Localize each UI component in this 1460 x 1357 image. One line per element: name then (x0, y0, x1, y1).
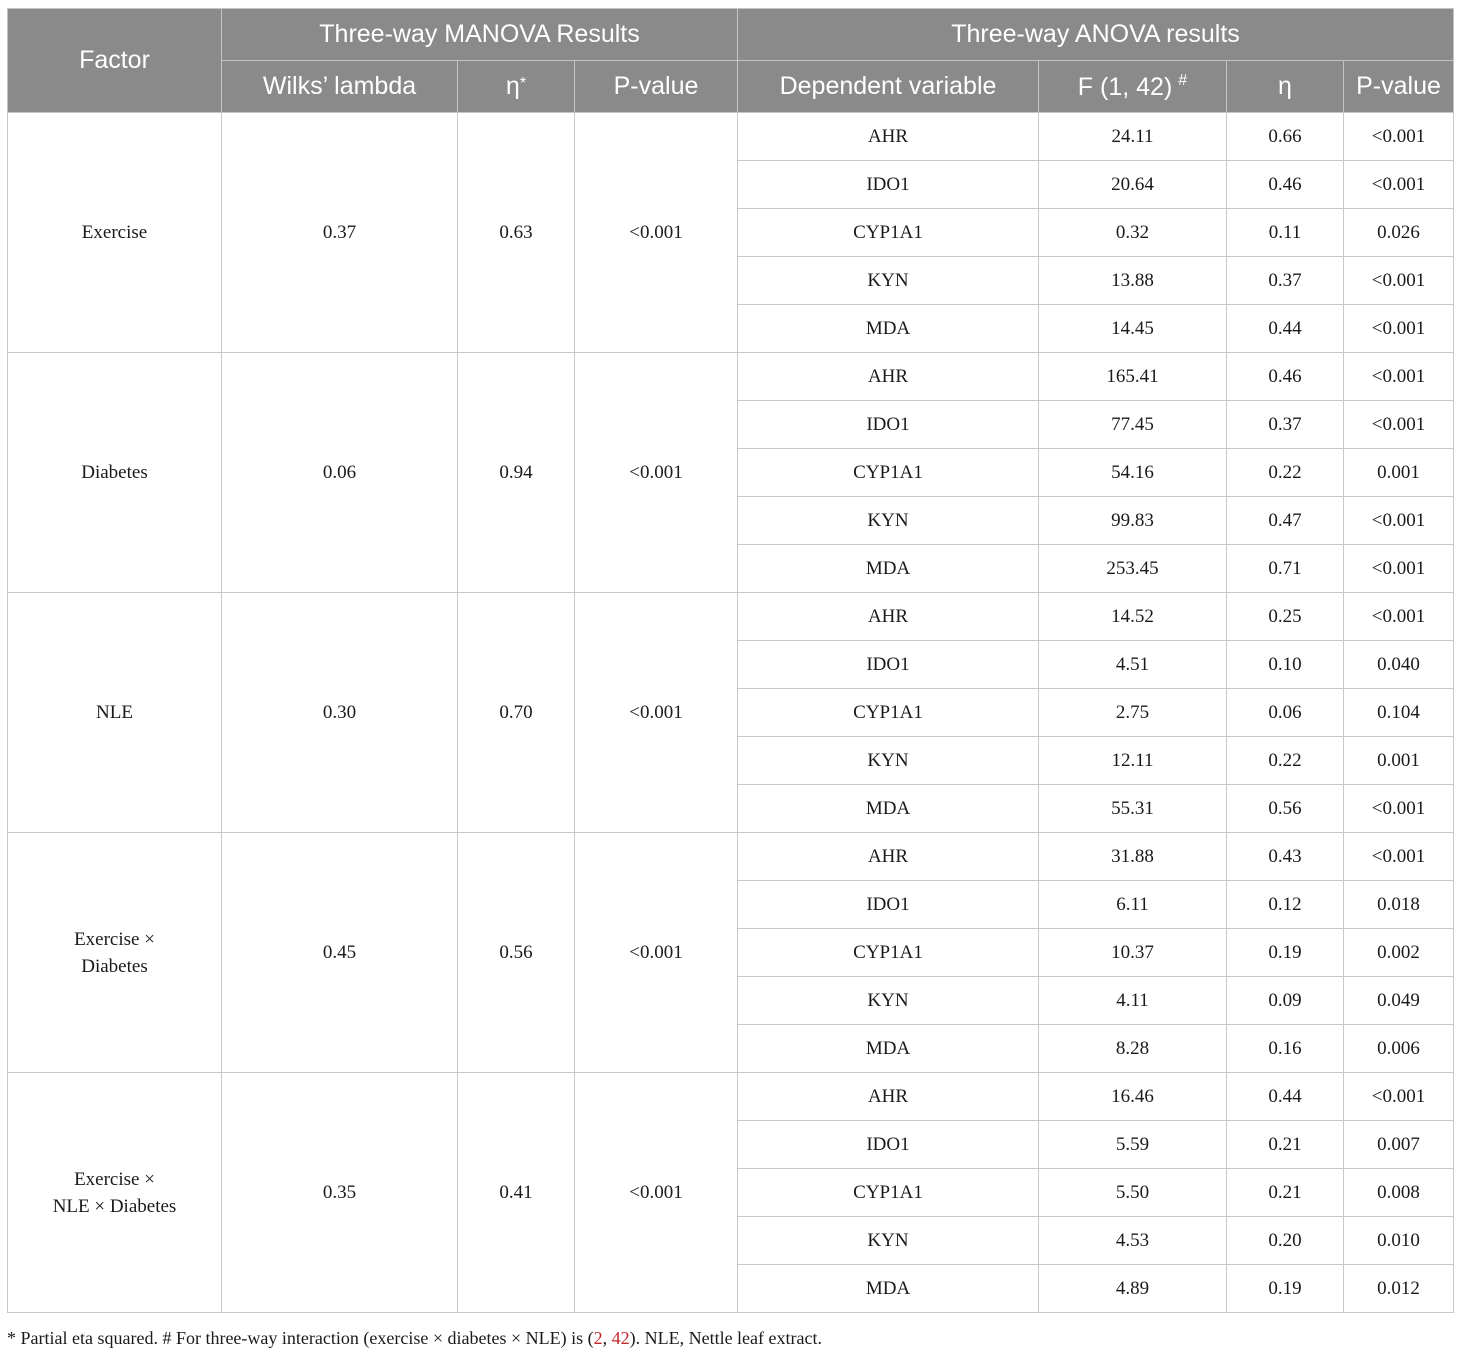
footnote-separator: , (602, 1328, 612, 1348)
dependent-variable-cell: KYN (738, 1217, 1039, 1265)
wilks-lambda-cell: 0.35 (222, 1073, 458, 1313)
eta-cell: 0.25 (1227, 593, 1344, 641)
f-statistic-cell: 77.45 (1039, 401, 1227, 449)
f-statistic-cell: 14.45 (1039, 305, 1227, 353)
anova-p-value-cell: 0.104 (1344, 689, 1454, 737)
manova-p-value-cell: <0.001 (575, 113, 738, 353)
f-statistic-label: F (1, 42) (1077, 72, 1173, 101)
dependent-variable-cell: KYN (738, 497, 1039, 545)
dependent-variable-cell: IDO1 (738, 1121, 1039, 1169)
anova-p-value-cell: <0.001 (1344, 785, 1454, 833)
eta-cell: 0.22 (1227, 737, 1344, 785)
eta-cell: 0.44 (1227, 1073, 1344, 1121)
eta-cell: 0.06 (1227, 689, 1344, 737)
factor-label-line: NLE × Diabetes (52, 1195, 177, 1217)
manova-p-value-cell: <0.001 (575, 833, 738, 1073)
header-anova-group: Three-way ANOVA results (738, 9, 1454, 61)
anova-p-value-cell: 0.002 (1344, 929, 1454, 977)
eta-cell: 0.21 (1227, 1169, 1344, 1217)
anova-p-value-cell: <0.001 (1344, 257, 1454, 305)
eta-partial-cell: 0.94 (458, 353, 575, 593)
dependent-variable-cell: AHR (738, 1073, 1039, 1121)
f-statistic-cell: 4.89 (1039, 1265, 1227, 1313)
manova-p-value-cell: <0.001 (575, 353, 738, 593)
anova-p-value-cell: <0.001 (1344, 401, 1454, 449)
eta-partial-cell: 0.63 (458, 113, 575, 353)
footnote-text-after: ). NLE, Nettle leaf extract. (629, 1328, 822, 1348)
factor-label-line: Diabetes (81, 955, 148, 977)
f-statistic-cell: 4.53 (1039, 1217, 1227, 1265)
table-row (8, 833, 1454, 881)
eta-cell: 0.66 (1227, 113, 1344, 161)
eta-cell: 0.12 (1227, 881, 1344, 929)
dependent-variable-cell: KYN (738, 257, 1039, 305)
footnote-text-before: * Partial eta squared. # For three-way interaction (exercise × diabetes × NLE) is ( (7, 1328, 594, 1348)
dependent-variable-cell: MDA (738, 785, 1039, 833)
f-statistic-cell: 8.28 (1039, 1025, 1227, 1073)
anova-p-value-cell: 0.008 (1344, 1169, 1454, 1217)
eta-cell: 0.71 (1227, 545, 1344, 593)
header-factor: Factor (8, 9, 222, 113)
eta-cell: 0.37 (1227, 257, 1344, 305)
anova-p-value-cell: <0.001 (1344, 161, 1454, 209)
dependent-variable-cell: CYP1A1 (738, 209, 1039, 257)
header-row-columns (8, 61, 1454, 113)
eta-cell: 0.56 (1227, 785, 1344, 833)
footnote-star-marker: * (519, 75, 527, 92)
header-wilks-lambda: Wilks’ lambda (222, 61, 458, 113)
anova-p-value-cell: <0.001 (1344, 833, 1454, 881)
dependent-variable-cell: CYP1A1 (738, 449, 1039, 497)
table-row (8, 113, 1454, 161)
f-statistic-cell: 16.46 (1039, 1073, 1227, 1121)
anova-p-value-cell: 0.010 (1344, 1217, 1454, 1265)
eta-cell: 0.37 (1227, 401, 1344, 449)
eta-cell: 0.46 (1227, 353, 1344, 401)
dependent-variable-cell: MDA (738, 1025, 1039, 1073)
anova-p-value-cell: <0.001 (1344, 353, 1454, 401)
header-p-value-anova: P-value (1344, 61, 1454, 113)
dependent-variable-cell: MDA (738, 545, 1039, 593)
dependent-variable-cell: AHR (738, 593, 1039, 641)
anova-p-value-cell: <0.001 (1344, 545, 1454, 593)
factor-label-line: Exercise × (74, 1168, 155, 1190)
factor-cell (8, 113, 222, 353)
table-footnote (7, 1328, 822, 1349)
dependent-variable-cell: CYP1A1 (738, 929, 1039, 977)
header-eta-partial (458, 61, 575, 113)
wilks-lambda-cell: 0.30 (222, 593, 458, 833)
header-manova-group: Three-way MANOVA Results (222, 9, 738, 61)
dependent-variable-cell: IDO1 (738, 881, 1039, 929)
dependent-variable-cell: CYP1A1 (738, 1169, 1039, 1217)
factor-cell (8, 1073, 222, 1313)
anova-p-value-cell: <0.001 (1344, 593, 1454, 641)
header-dependent-variable: Dependent variable (738, 61, 1039, 113)
anova-p-value-cell: 0.049 (1344, 977, 1454, 1025)
f-statistic-cell: 24.11 (1039, 113, 1227, 161)
header-p-value-manova: P-value (575, 61, 738, 113)
footnote-hash-marker: # (1178, 71, 1188, 89)
eta-partial-cell: 0.41 (458, 1073, 575, 1313)
eta-cell: 0.44 (1227, 305, 1344, 353)
f-statistic-cell: 55.31 (1039, 785, 1227, 833)
f-statistic-cell: 31.88 (1039, 833, 1227, 881)
factor-label-line: Diabetes (81, 462, 148, 483)
anova-p-value-cell: 0.007 (1344, 1121, 1454, 1169)
eta-cell: 0.21 (1227, 1121, 1344, 1169)
factor-cell (8, 593, 222, 833)
eta-cell: 0.19 (1227, 1265, 1344, 1313)
table-body (8, 113, 1454, 1313)
dependent-variable-cell: KYN (738, 737, 1039, 785)
f-statistic-cell: 13.88 (1039, 257, 1227, 305)
dependent-variable-cell: IDO1 (738, 161, 1039, 209)
f-statistic-cell: 20.64 (1039, 161, 1227, 209)
dependent-variable-cell: IDO1 (738, 641, 1039, 689)
anova-p-value-cell: 0.026 (1344, 209, 1454, 257)
eta-cell: 0.19 (1227, 929, 1344, 977)
anova-p-value-cell: 0.001 (1344, 737, 1454, 785)
table-row (8, 593, 1454, 641)
statistics-table (7, 8, 1454, 1313)
eta-cell: 0.09 (1227, 977, 1344, 1025)
eta-partial-cell: 0.70 (458, 593, 575, 833)
dependent-variable-cell: KYN (738, 977, 1039, 1025)
f-statistic-cell: 4.11 (1039, 977, 1227, 1025)
f-statistic-cell: 2.75 (1039, 689, 1227, 737)
factor-label-line: Exercise (81, 222, 148, 243)
eta-cell: 0.11 (1227, 209, 1344, 257)
anova-p-value-cell: 0.040 (1344, 641, 1454, 689)
wilks-lambda-cell: 0.45 (222, 833, 458, 1073)
eta-cell: 0.22 (1227, 449, 1344, 497)
table-header (8, 9, 1454, 113)
f-statistic-cell: 12.11 (1039, 737, 1227, 785)
eta-symbol: η (505, 72, 520, 100)
f-statistic-cell: 5.50 (1039, 1169, 1227, 1217)
manova-p-value-cell: <0.001 (575, 1073, 738, 1313)
dependent-variable-cell: IDO1 (738, 401, 1039, 449)
dependent-variable-cell: AHR (738, 833, 1039, 881)
table-row (8, 1073, 1454, 1121)
f-statistic-cell: 165.41 (1039, 353, 1227, 401)
header-eta: η (1227, 61, 1344, 113)
f-statistic-cell: 253.45 (1039, 545, 1227, 593)
dependent-variable-cell: AHR (738, 113, 1039, 161)
eta-cell: 0.46 (1227, 161, 1344, 209)
f-statistic-cell: 5.59 (1039, 1121, 1227, 1169)
eta-cell: 0.20 (1227, 1217, 1344, 1265)
factor-cell (8, 353, 222, 593)
f-statistic-cell: 99.83 (1039, 497, 1227, 545)
eta-cell: 0.47 (1227, 497, 1344, 545)
anova-p-value-cell: 0.012 (1344, 1265, 1454, 1313)
eta-cell: 0.16 (1227, 1025, 1344, 1073)
anova-p-value-cell: <0.001 (1344, 113, 1454, 161)
anova-p-value-cell: <0.001 (1344, 305, 1454, 353)
header-f-statistic (1039, 61, 1227, 113)
eta-partial-cell: 0.56 (458, 833, 575, 1073)
footnote-reference-link[interactable]: 2 (593, 1328, 603, 1348)
factor-cell (8, 833, 222, 1073)
f-statistic-cell: 4.51 (1039, 641, 1227, 689)
f-statistic-cell: 10.37 (1039, 929, 1227, 977)
dependent-variable-cell: AHR (738, 353, 1039, 401)
dependent-variable-cell: CYP1A1 (738, 689, 1039, 737)
anova-p-value-cell: <0.001 (1344, 497, 1454, 545)
header-row-groups (8, 9, 1454, 61)
factor-label-line: NLE (96, 702, 133, 723)
f-statistic-cell: 54.16 (1039, 449, 1227, 497)
dependent-variable-cell: MDA (738, 1265, 1039, 1313)
wilks-lambda-cell: 0.06 (222, 353, 458, 593)
f-statistic-cell: 6.11 (1039, 881, 1227, 929)
manova-p-value-cell: <0.001 (575, 593, 738, 833)
dependent-variable-cell: MDA (738, 305, 1039, 353)
eta-cell: 0.43 (1227, 833, 1344, 881)
anova-p-value-cell: 0.018 (1344, 881, 1454, 929)
factor-label-line: Exercise × (74, 928, 155, 950)
table-row (8, 353, 1454, 401)
footnote-reference-link[interactable]: 42 (611, 1328, 630, 1348)
f-statistic-cell: 0.32 (1039, 209, 1227, 257)
anova-p-value-cell: 0.001 (1344, 449, 1454, 497)
anova-p-value-cell: <0.001 (1344, 1073, 1454, 1121)
anova-p-value-cell: 0.006 (1344, 1025, 1454, 1073)
eta-cell: 0.10 (1227, 641, 1344, 689)
wilks-lambda-cell: 0.37 (222, 113, 458, 353)
f-statistic-cell: 14.52 (1039, 593, 1227, 641)
